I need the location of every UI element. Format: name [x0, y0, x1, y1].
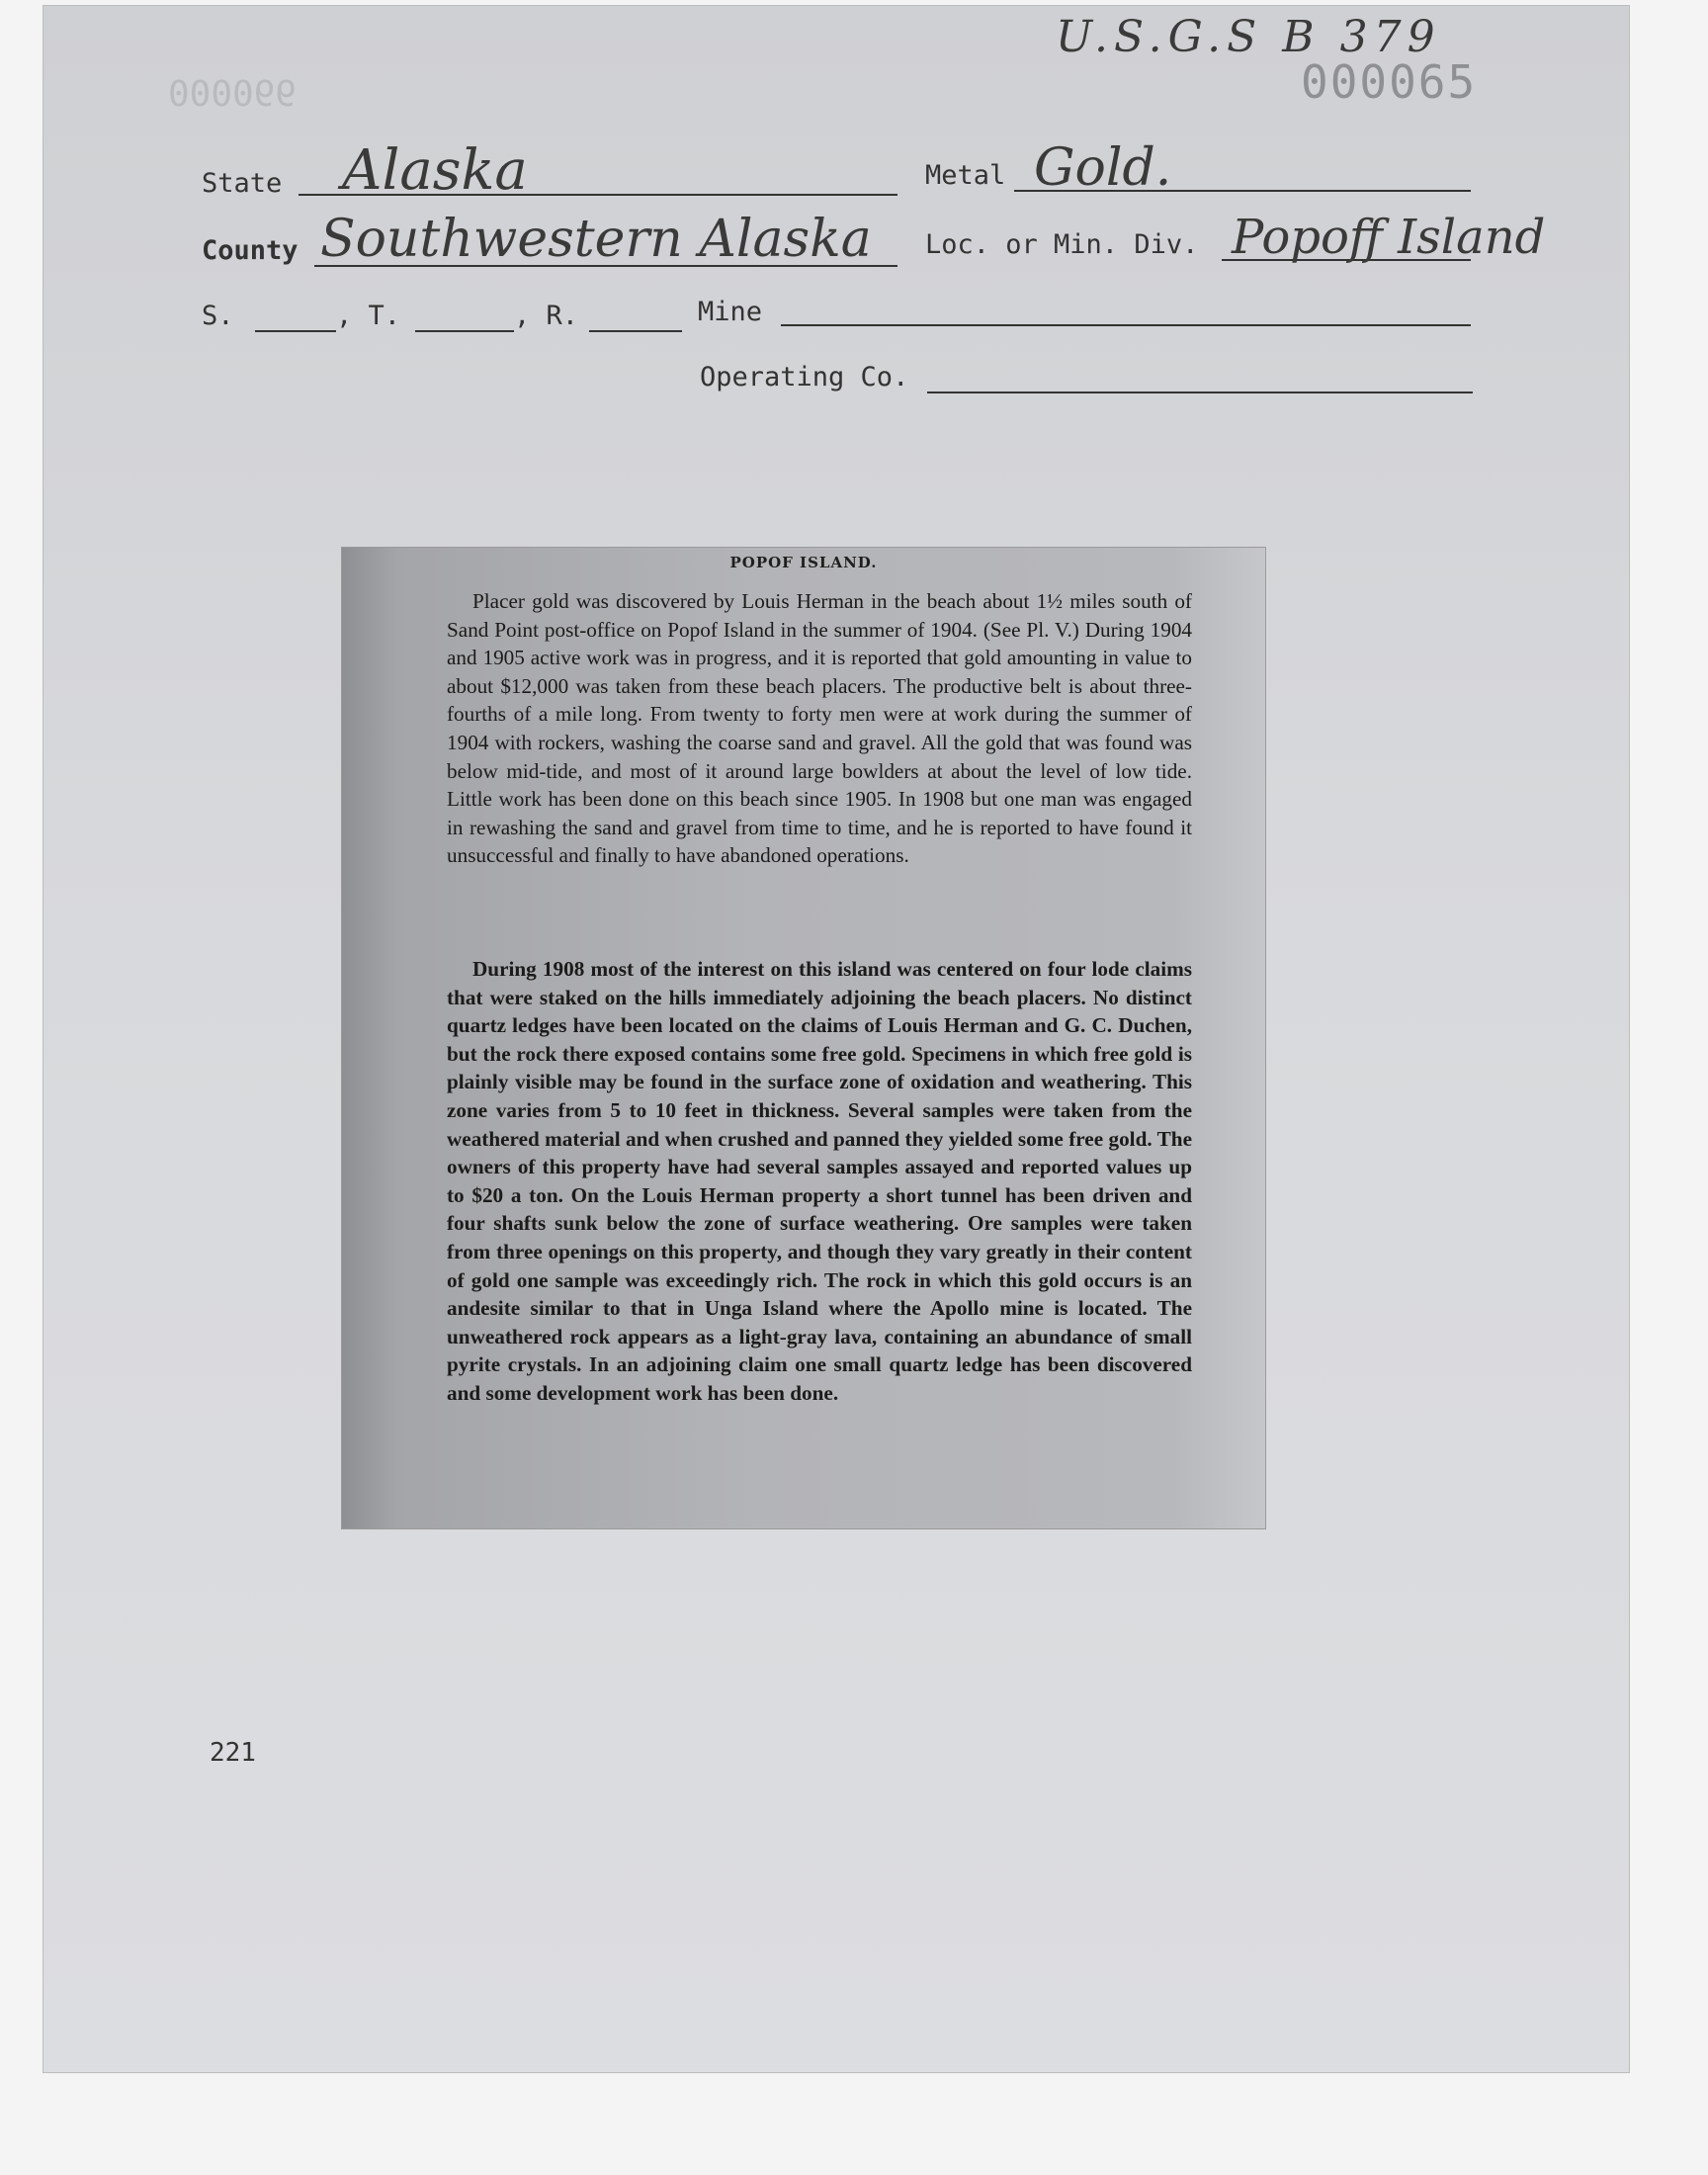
range-line — [589, 330, 682, 332]
state-value: Alaska — [342, 138, 528, 203]
mine-label: Mine — [698, 297, 763, 327]
county-value: Southwestern Alaska — [320, 210, 872, 269]
metal-label: Metal — [925, 160, 1006, 191]
clipping-paragraph: During 1908 most of the interest on this island was centered on four lode claims that were staked on the hills immediately adjoining the beach placers. No distinct quartz ledges have been located on the claims of Louis Herman and G. C. Duchen, but the rock there exposed contains some free gold. Specimens in which free gold is plainly visible may be found in the surface zone of oxidation and weathering. This zone varies from 5 to 10 feet in thickness. Several samples were taken from the weathered material and when crushed and panned they yielded some free gold. The owners of this property have had several samples assayed and reported values up to $20 a ton. On the Louis Herman property a short tunnel has been driven and four shafts sunk below the zone of surface weathering. Ore samples were taken from three openings on this property, and though they vary greatly in their content of gold one sample was exceedingly rich. The rock in which this gold occurs is an andesite similar to that in Unga Island where the Apollo mine is located. The unweathered rock appears as a light-gray lava, containing an abundance of small pyrite crystals. In an adjoining claim one small quartz ledge has been discovered and some development work has been done. — [447, 957, 1192, 1405]
ghost-number: 000066 — [168, 71, 298, 112]
source-annotation: U.S.G.S B 379 — [1056, 12, 1441, 62]
township-line — [415, 330, 514, 332]
page-number: 221 — [210, 1738, 256, 1768]
doc-number: 000065 — [1301, 55, 1478, 109]
text-clipping — [342, 548, 1265, 1528]
mine-line — [781, 324, 1471, 326]
county-label: County — [202, 235, 299, 266]
range-label: , R. — [514, 301, 579, 331]
section-label: S. — [202, 301, 234, 331]
township-label: , T. — [336, 301, 401, 331]
loc-value: Popoff Island — [1232, 210, 1546, 265]
metal-value: Gold. — [1034, 138, 1172, 198]
section-line — [255, 330, 336, 332]
state-label: State — [202, 168, 283, 199]
clipping-paragraph: Placer gold was discovered by Louis Herman in the beach about 1½ miles south of Sand Point post-office on Popof Island in the summer of 1904. (See Pl. V.) During 1904 and 1905 active work was in progress, and it is reported that gold amounting in value to about $12,000 was taken from these beach placers. The productive belt is about three-fourths of a mile long. From twenty to forty men were at work during the summer of 1904 with rockers, washing the coarse sand and gravel. All the gold that was found was below mid-tide, and most of it around large bowlders at about the level of low tide. Little work has been done on this beach since 1905. In 1908 but one man was engaged in rewashing the sand and gravel from time to time, and he is reported to have found it unsuccessful and finally to have abandoned operations. — [447, 589, 1192, 868]
clipping-title: POPOF ISLAND. — [729, 554, 878, 571]
loc-label: Loc. or Min. Div. — [925, 229, 1199, 260]
operating-line — [927, 392, 1473, 393]
operating-label: Operating Co. — [700, 362, 909, 392]
